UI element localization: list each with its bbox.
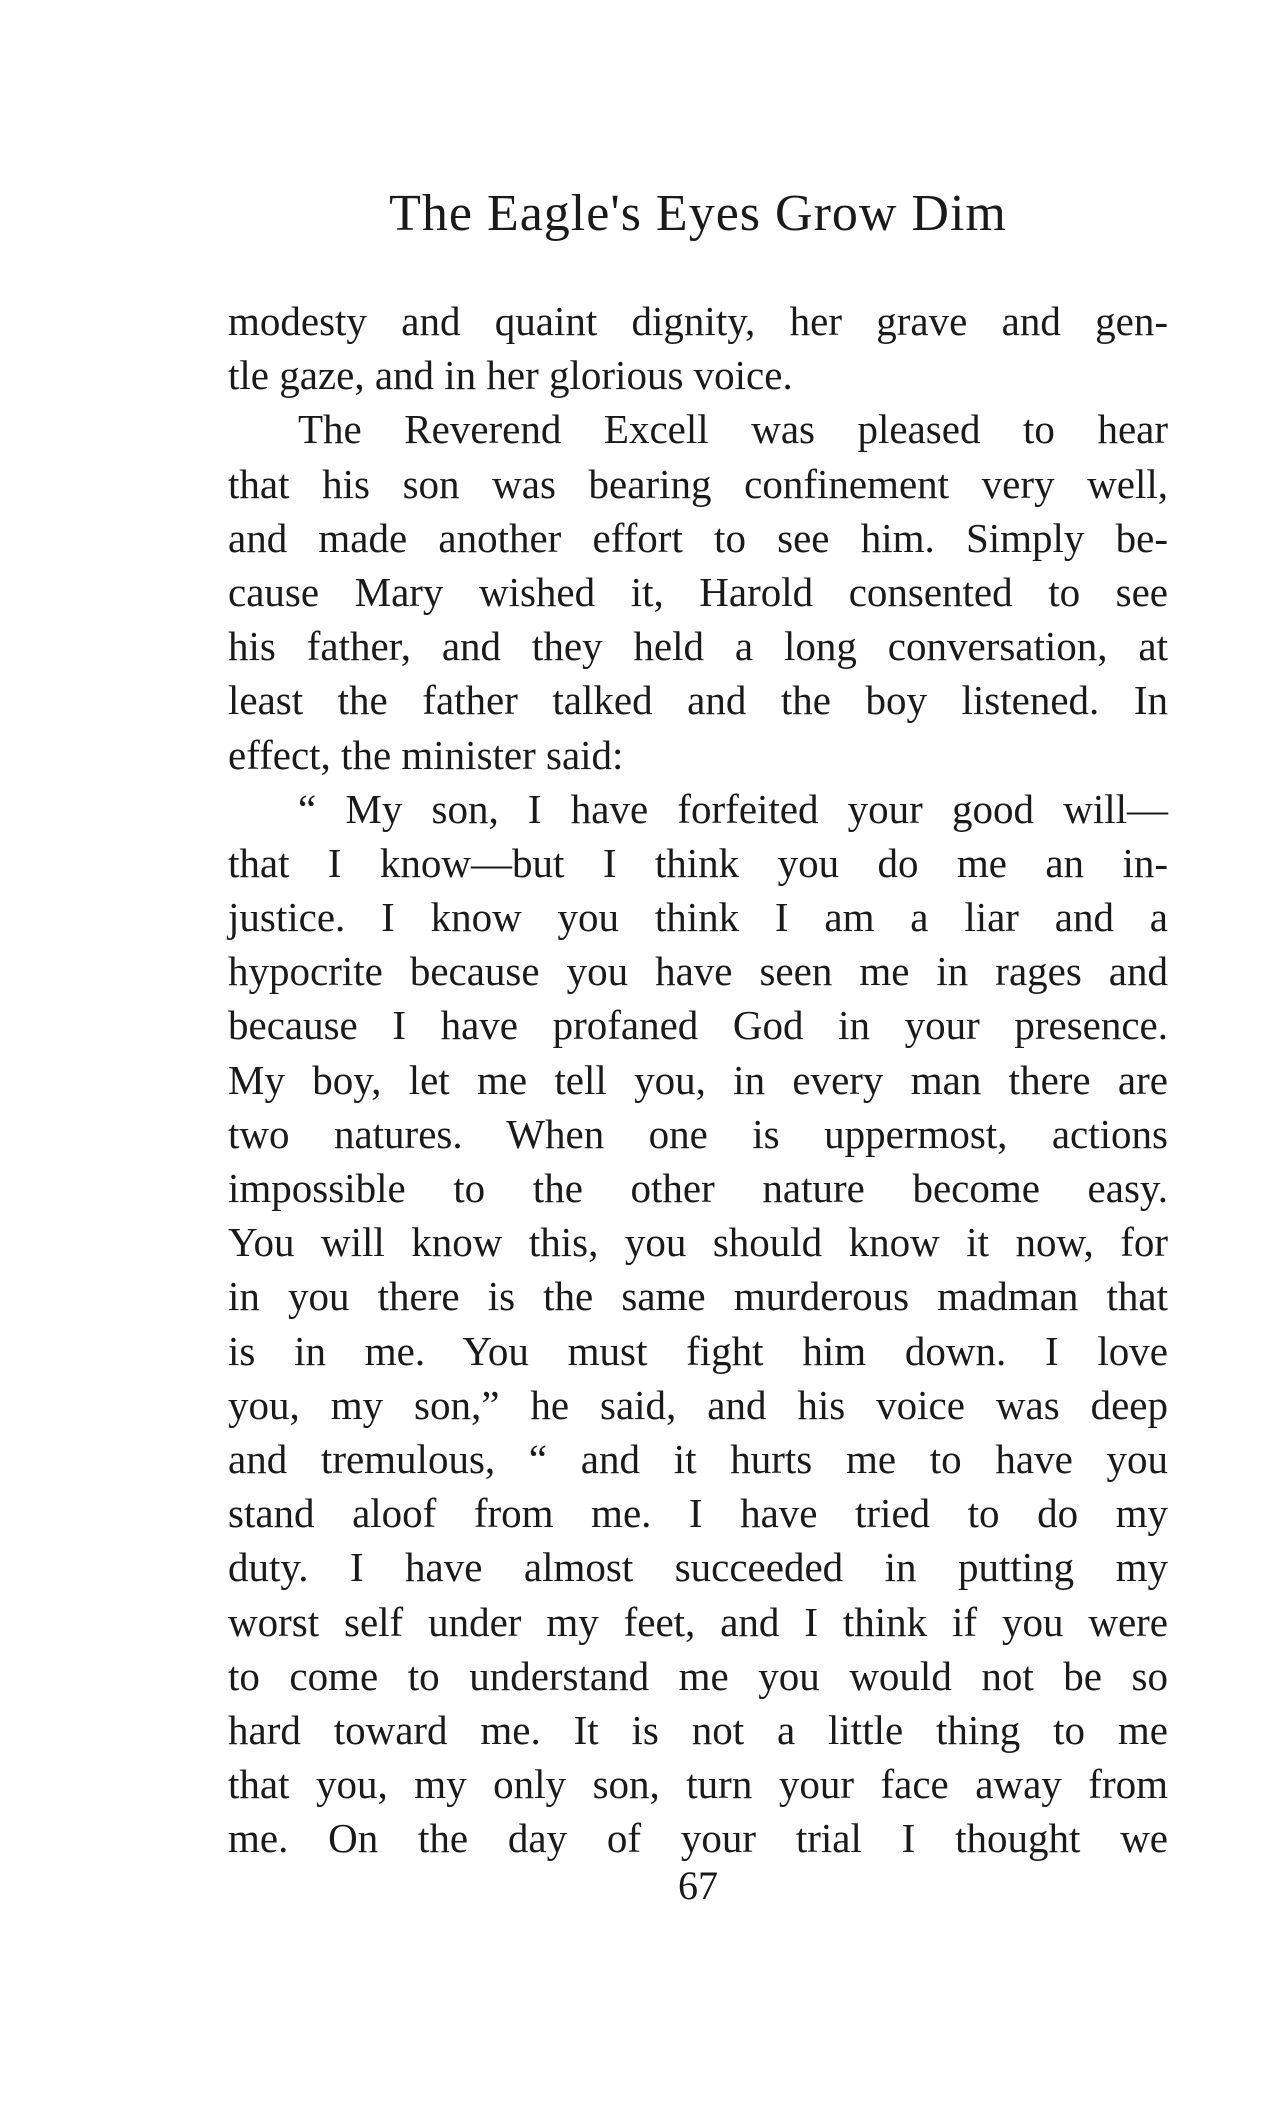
text-line: two natures. When one is uppermost, actions: [228, 1110, 1168, 1157]
text-line: cause Mary wished it, Harold consented to see: [228, 568, 1168, 615]
text-line: that his son was bearing confinement very well,: [228, 460, 1168, 507]
text-line: in you there is the same murderous madman that: [228, 1273, 1168, 1320]
text-line: me. On the day of your trial I thought we: [228, 1815, 1168, 1862]
text-line: that I know—but I think you do me an in-: [228, 839, 1168, 886]
body-text: [228, 294, 1168, 1865]
text-line: My boy, let me tell you, in every man there are: [228, 1056, 1168, 1103]
text-line: stand aloof from me. I have tried to do my: [228, 1490, 1168, 1537]
text-line: “ My son, I have forfeited your good will—: [298, 785, 1168, 832]
text-line: effect, the minister said:: [228, 731, 624, 778]
text-line: hypocrite because you have seen me in rages and: [228, 948, 1168, 995]
text-line: tle gaze, and in her glorious voice.: [228, 352, 793, 399]
text-line: because I have profaned God in your presence.: [228, 1002, 1168, 1049]
text-line: to come to understand me you would not be so: [228, 1652, 1168, 1699]
text-line: least the father talked and the boy listened. In: [228, 677, 1168, 724]
text-line: you, my son,” he said, and his voice was deep: [228, 1381, 1168, 1428]
text-line: his father, and they held a long conversation, at: [228, 623, 1168, 670]
text-line: justice. I know you think I am a liar and a: [228, 894, 1168, 941]
text-line: duty. I have almost succeeded in putting my: [228, 1544, 1168, 1591]
text-line: You will know this, you should know it now, for: [228, 1219, 1168, 1266]
text-line: and tremulous, “ and it hurts me to have you: [228, 1435, 1168, 1482]
text-line: impossible to the other nature become easy.: [228, 1165, 1168, 1211]
text-line: modesty and quaint dignity, her grave and gen-: [228, 298, 1168, 344]
text-line: hard toward me. It is not a little thing to me: [228, 1706, 1168, 1753]
text-line: The Reverend Excell was pleased to hear: [298, 406, 1168, 453]
text-line: that you, my only son, turn your face away from: [228, 1761, 1168, 1808]
text-line: worst self under my feet, and I think if you were: [228, 1598, 1168, 1645]
text-line: and made another effort to see him. Simply be-: [228, 514, 1168, 561]
running-title: The Eagle's Eyes Grow Dim: [389, 185, 1007, 242]
page-number: 67: [678, 1863, 718, 1908]
text-line: is in me. You must fight him down. I love: [228, 1327, 1168, 1374]
